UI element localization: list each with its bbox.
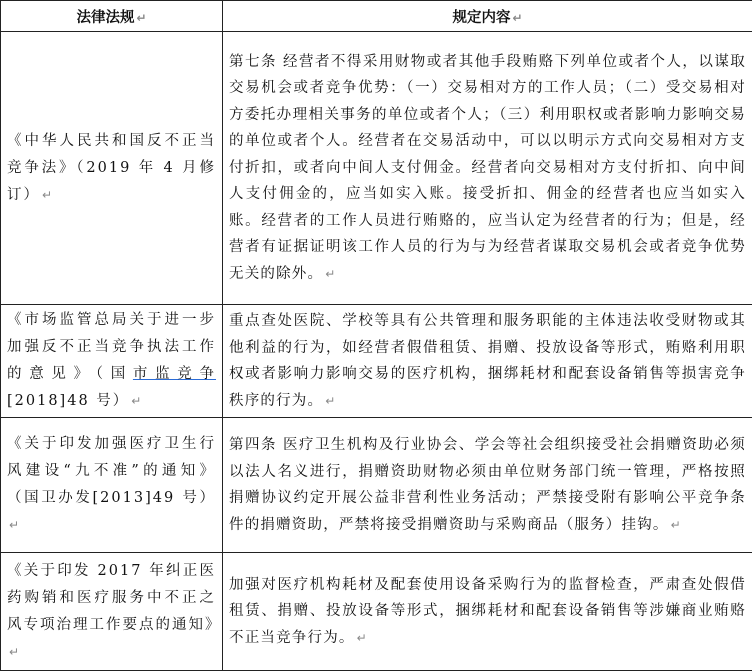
table-row	[1, 305, 752, 418]
table-header-row	[1, 1, 752, 32]
return-mark-icon: ↵	[325, 267, 336, 281]
law-name: 《市场监管总局关于进一步加强反不正当竞争执法工作的意见》（国	[7, 312, 216, 382]
law-content: 第四条 医疗卫生机构及行业协会、学会等社会组织接受社会捐赠资助必须以法人名义进行，捐赠资助财物必须由单位财务部门统一管理，严格按照捐赠协议约定开展公益非营利性业务活动；严禁接受附有影响公平竞争条件的捐赠资助，严禁将接受捐赠资助与采购商品（服务）挂钩。	[229, 437, 746, 533]
law-name: 《关于印发加强医疗卫生行风建设“九不准”的通知》（国卫办发[2013]49 号）	[7, 436, 216, 506]
table-row	[1, 418, 752, 553]
law-cell	[1, 305, 223, 418]
law-cell	[1, 32, 223, 305]
return-mark-icon: ↵	[131, 394, 143, 408]
content-cell	[223, 305, 752, 418]
return-mark-icon: ↵	[357, 631, 368, 645]
law-content: 第七条 经营者不得采用财物或者其他手段贿赂下列单位或者个人，以谋取交易机会或者竞争优势：（一）交易相对方的工作人员；（二）受交易相对方委托办理相关事务的单位或者个人；（三）利用职权或者影响力影响交易的单位或者个人。经营者在交易活动中，可以以明示方式向交易相对方支付折扣，或者向中间人支付佣金。经营者向交易相对方支付折扣、向中间人支付佣金的，应当如实入账。接受折扣、佣金的经营者也应当如实入账。经营者的工作人员进行贿赂的，应当认定为经营者的行为；但是，经营者有证据证明该工作人员的行为与为经营者谋取交易机会或者竞争优势无关的除外。	[229, 54, 746, 282]
return-mark-icon: ↵	[512, 11, 522, 25]
return-mark-icon: ↵	[325, 394, 336, 408]
law-cell	[1, 418, 223, 553]
return-mark-icon: ↵	[9, 645, 21, 659]
content-cell	[223, 32, 752, 305]
law-cell	[1, 553, 223, 671]
return-mark-icon: ↵	[42, 188, 54, 202]
law-name-suffix: [2018]48 号）	[7, 393, 129, 409]
return-mark-icon: ↵	[136, 11, 146, 25]
return-mark-icon: ↵	[9, 518, 21, 532]
header-content-text: 规定内容	[452, 9, 510, 26]
header-law-text: 法律法规	[76, 9, 134, 26]
law-name-underlined: 市监竞争	[133, 366, 216, 382]
law-content: 重点查处医院、学校等具有公共管理和服务职能的主体违法收受财物或其他利益的行为，如经营者假借租赁、捐赠、投放设备等形式，贿赂利用职权或者影响力影响交易的医疗机构，捆绑耗材和配套设备销售等损害竞争秩序的行为。	[229, 313, 746, 409]
law-name: 《关于印发 2017 年纠正医药购销和医疗服务中不正之风专项治理工作要点的通知》	[7, 563, 222, 633]
return-mark-icon: ↵	[671, 518, 682, 532]
table-row	[1, 32, 752, 305]
table-row	[1, 553, 752, 671]
header-law	[1, 1, 223, 32]
law-name: 《中华人民共和国反不正当竞争法》（2019 年 4 月修订）	[7, 133, 216, 203]
content-cell	[223, 418, 752, 553]
law-content: 加强对医疗机构耗材及配套使用设备采购行为的监督检查，严肃查处假借租赁、捐赠、投放设备等形式，捆绑耗材和配套设备销售等涉嫌商业贿赂不正当竞争行为。	[229, 577, 746, 646]
content-cell	[223, 553, 752, 671]
header-content	[223, 1, 752, 32]
